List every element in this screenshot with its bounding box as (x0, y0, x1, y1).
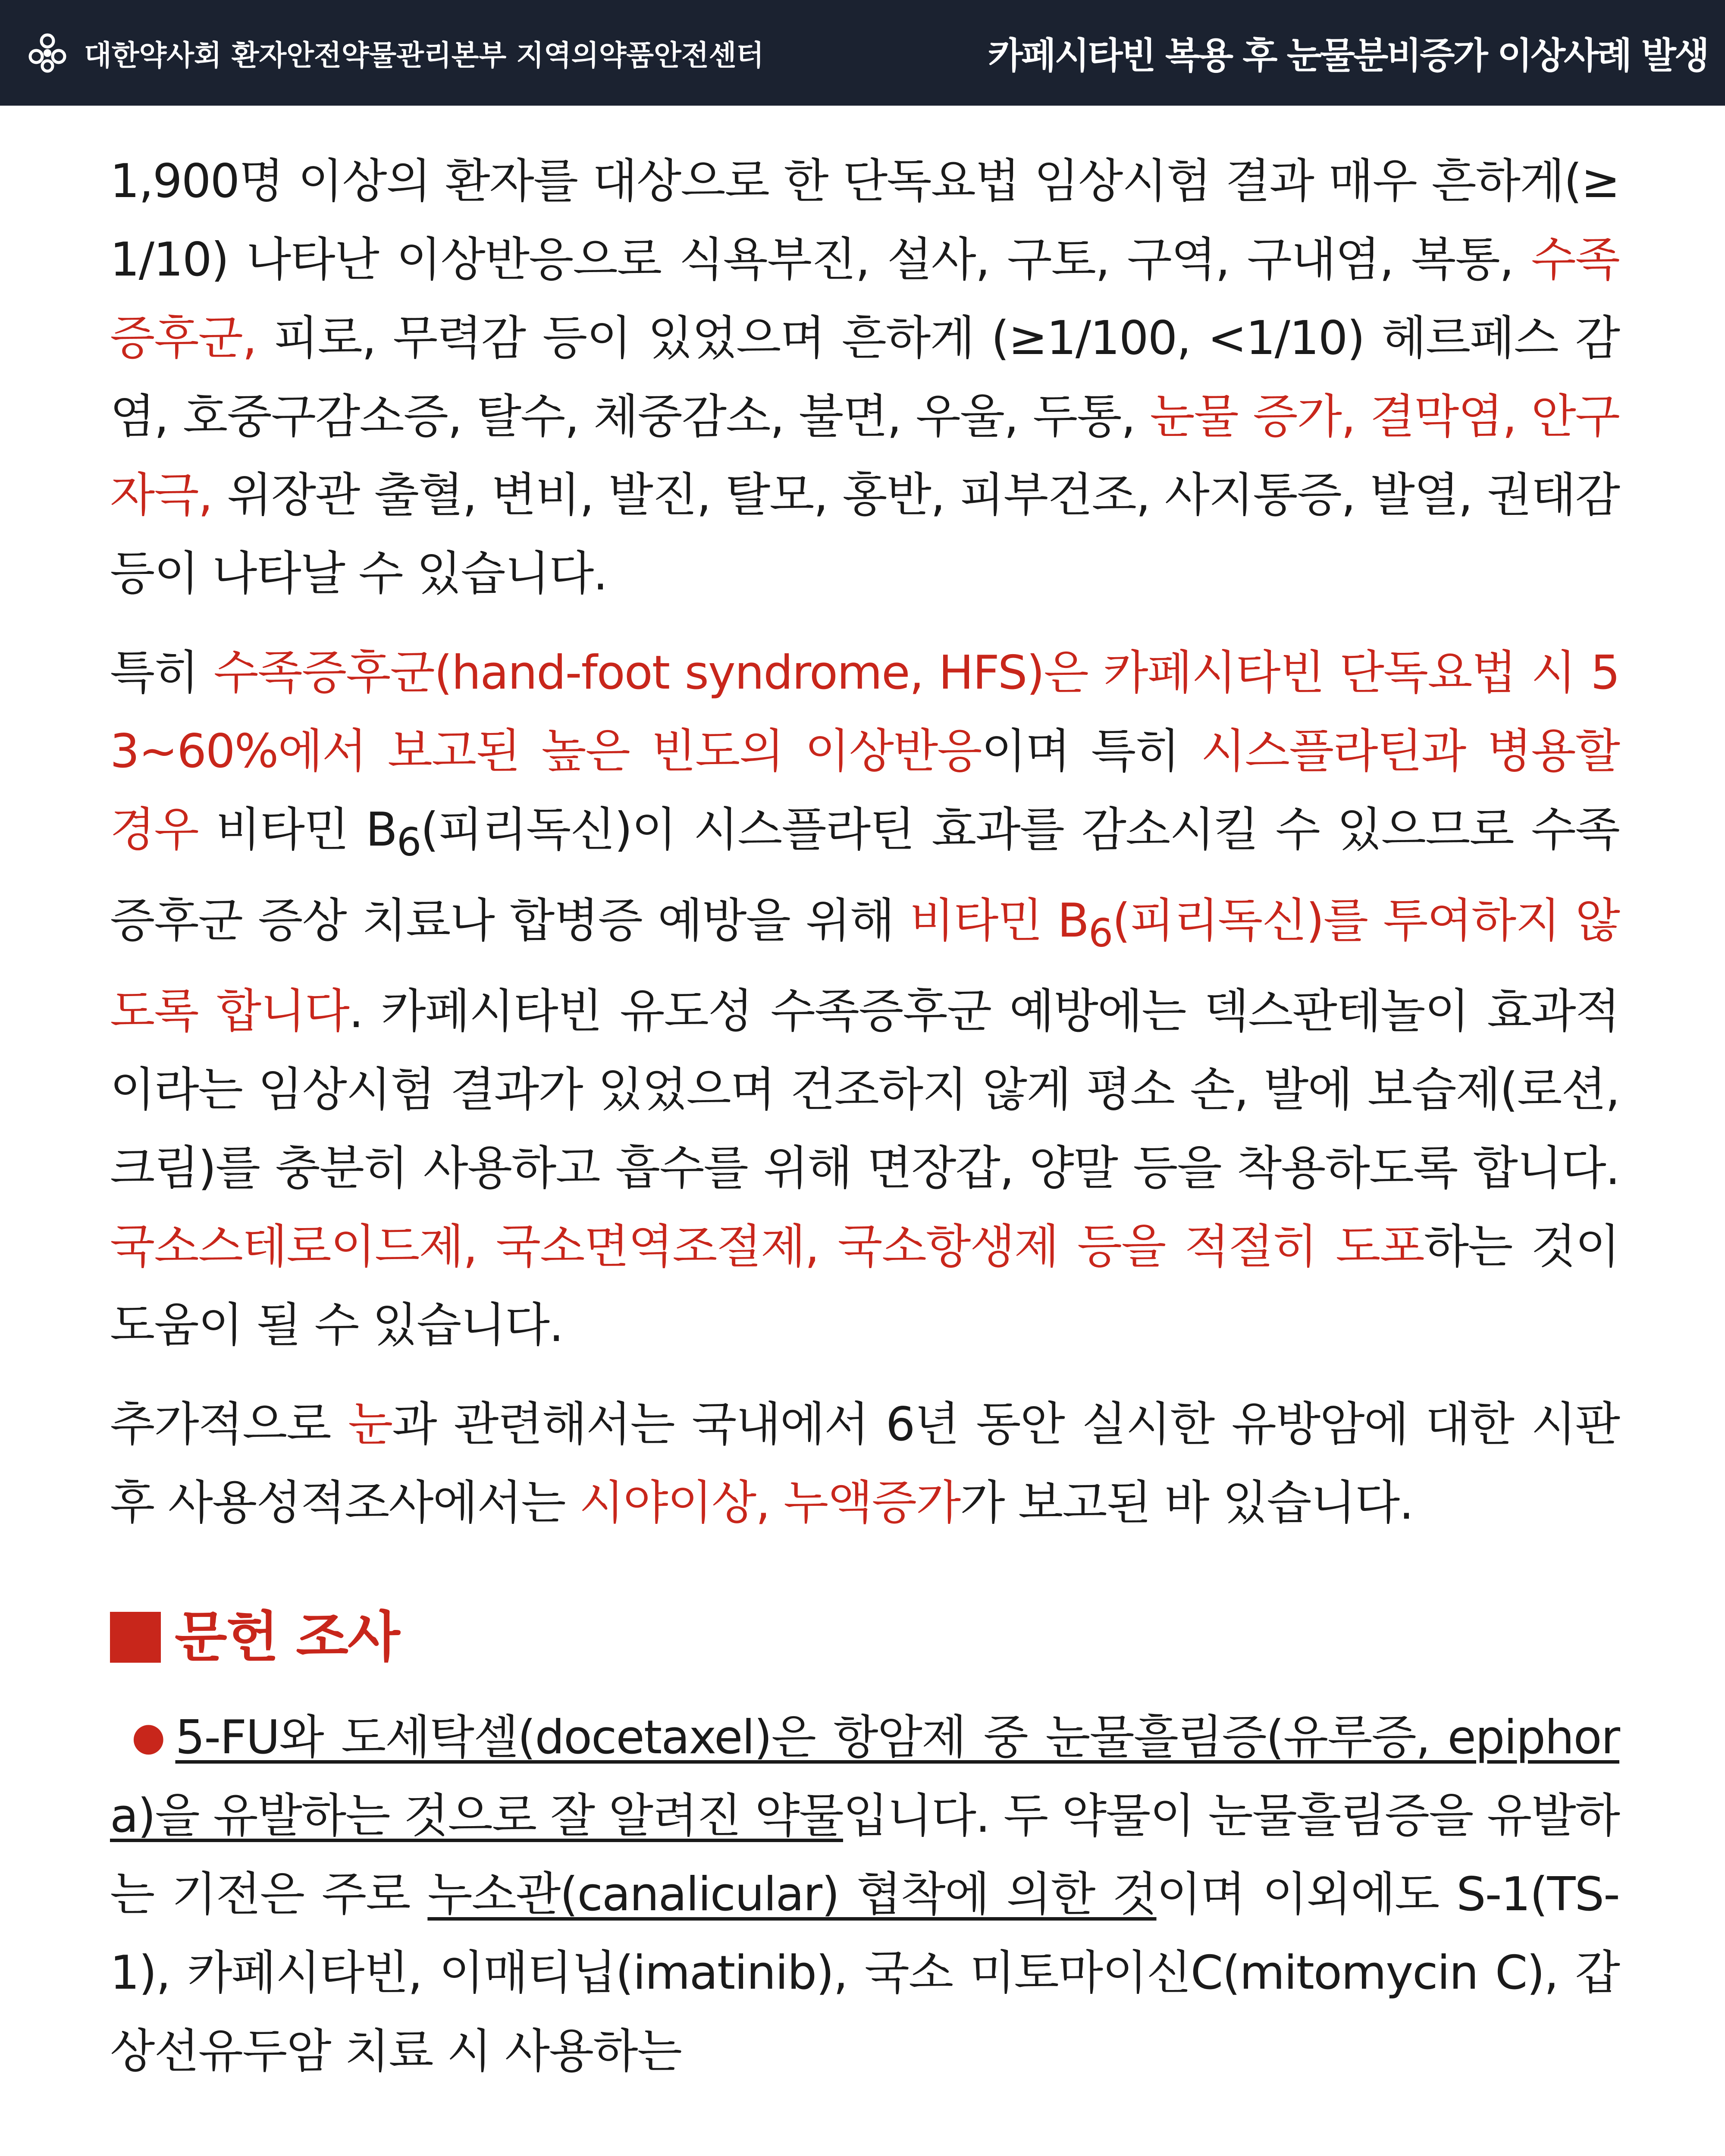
highlight-eye: 눈 (348, 1398, 392, 1452)
pharmacist-association-logo-icon (26, 31, 69, 75)
highlight-hand-foot-syndrome: 수족증후군, (110, 233, 1619, 365)
paragraph-eye: 추가적으로 눈과 관련해서는 국내에서 6년 동안 실시한 유방암에 대한 시판 후 사용성적조사에서는 시야이상, 누액증가가 보고된 바 있습니다. (110, 1398, 1619, 1530)
highlight-eye-reactions: 눈물 증가, 결막염, 안구자극, (110, 390, 1619, 522)
organization-name: 대한약사회 환자안전약물관리본부 지역의약품안전센터 (84, 39, 764, 72)
highlight-topical-agents: 국소스테로이드제, 국소면역조절제, 국소항생제 등을 적절히 도포 (110, 1220, 1424, 1274)
document-body (110, 142, 1619, 2112)
highlight-vitamin-b6: 비타민 $B_6$(피리독신)를 투여하지 않도록 합니다 (110, 893, 1619, 1039)
highlight-visual-abnormality: 시야이상, 누액증가 (579, 1476, 960, 1530)
paragraph-literature: ● 5-FU와 도세탁셀(docetaxel)은 항암제 중 눈물흘림증(유루증, epiphora)을 유발하는 것으로 잘 알려진 약물입니다. 두 약물이 눈물흘림증을 유발하는 기전은 주로 누소관(canalicular) 협착에 의한 것이며 이외에도 S-1(TS-1), 카페시타빈, 이매티닙(imatinib), 국소 미토마이신C(mitomycin C), 갑상선유두암 치료 시 사용하는 (110, 1711, 1619, 2079)
highlight-cisplatin: 시스플라틴과 병용할 경우 (110, 724, 1619, 857)
highlight-hfs-frequency: 수족증후군(hand-foot syndrome, HFS)은 카페시타빈 단독요법 시 53~60%에서 보고된 높은 빈도의 이상반응 (110, 646, 1619, 778)
underline-canalicular: 누소관(canalicular) 협착에 의한 것 (427, 1868, 1157, 1922)
page-header (0, 0, 1725, 106)
document-title: 카페시타빈 복용 후 눈물분비증가 이상사례 발생 (988, 34, 1708, 77)
underline-5fu-docetaxel: 5-FU와 도세탁셀(docetaxel)은 항암제 중 눈물흘림증(유루증, epiphora)을 유발하는 것으로 잘 알려진 약물 (110, 1711, 1619, 1843)
section-heading: 문헌 조사 (110, 1603, 1619, 1672)
paragraph-hfs: 특히 수족증후군(hand-foot syndrome, HFS)은 카페시타빈 단독요법 시 53~60%에서 보고된 높은 빈도의 이상반응이며 특히 시스플라틴과 병용할 경우 비타민 $B_6$(피리독신)이 시스플라틴 효과를 감소시킬 수 있으므로 수족증후군 증상 치료나 합병증 예방을 위해 비타민 $B_6$(피리독신)를 투여하지 않도록 합니다. 카페시타빈 유도성 수족증후군 예방에는 덱스판테놀이 효과적이라는 임상시험 결과가 있었으며 건조하지 않게 평소 손, 발에 보습제(로션, 크림)를 충분히 사용하고 흡수를 위해 면장갑, 양말 등을 착용하도록 합니다. 국소스테로이드제, 국소면역조절제, 국소항생제 등을 적절히 도포하는 것이 도움이 될 수 있습니다. (110, 646, 1619, 1353)
paragraph-adverse-reactions: 1,900명 이상의 환자를 대상으로 한 단독요법 임상시험 결과 매우 흔하게(≥1/10) 나타난 이상반응으로 식욕부진, 설사, 구토, 구역, 구내염, 복통, 수족증후군, 피로, 무력감 등이 있었으며 흔하게 (≥1/100, <1/10) 헤르페스 감염, 호중구감소증, 탈수, 체중감소, 불면, 우울, 두통, 눈물 증가, 결막염, 안구자극, 위장관 출혈, 변비, 발진, 탈모, 홍반, 피부건조, 사지통증, 발열, 권태감 등이 나타날 수 있습니다. (110, 154, 1619, 601)
square-bullet-icon (110, 1612, 161, 1663)
bullet-icon: ● (132, 1714, 169, 1760)
